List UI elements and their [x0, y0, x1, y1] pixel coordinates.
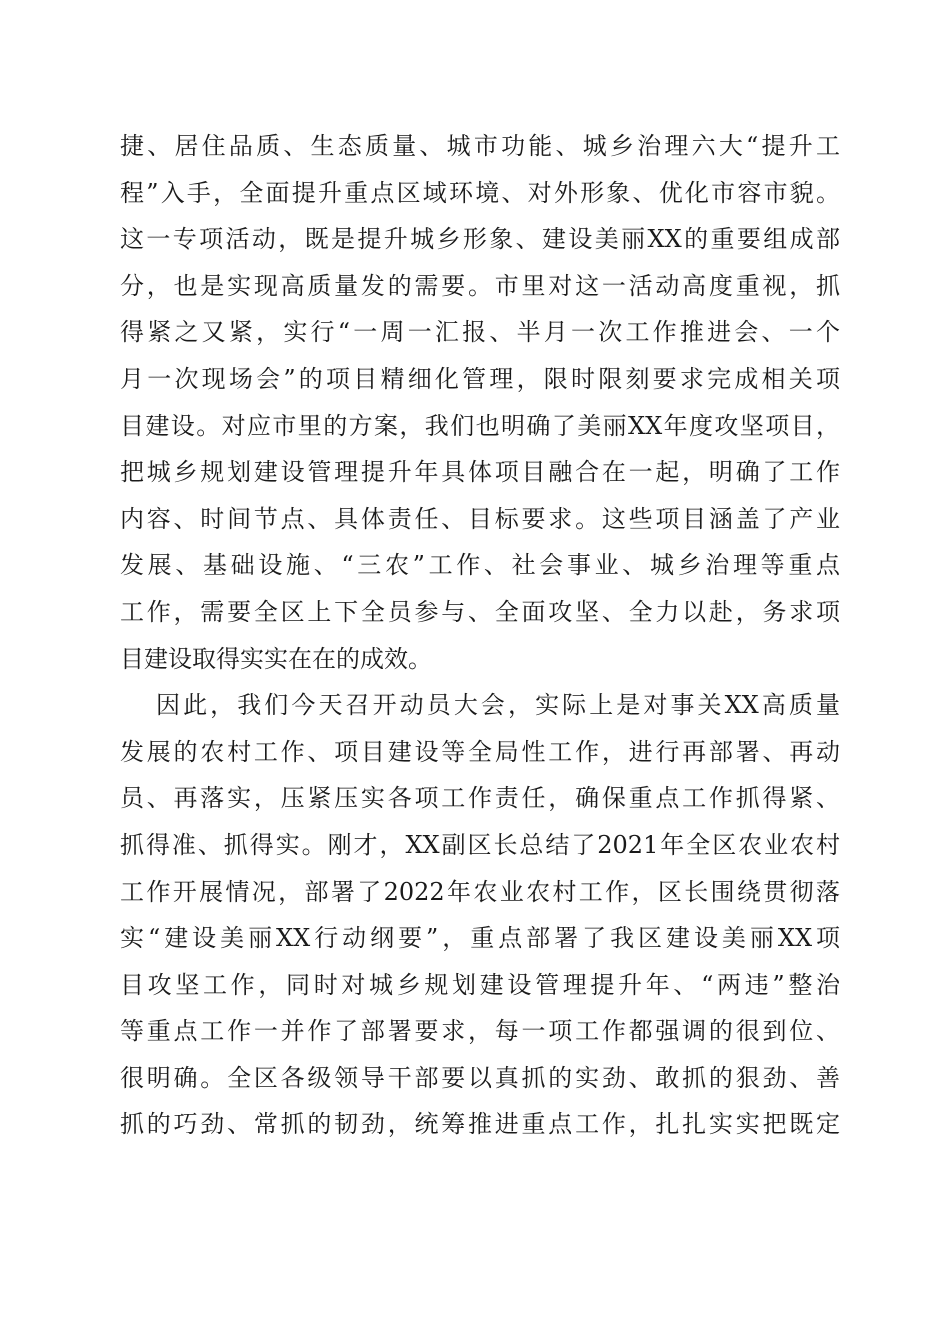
text-line: 捷、居住品质、生态质量、城市功能、城乡治理六大“提升工: [120, 132, 840, 160]
text-line: 得紧之又紧，实行“一周一汇报、半月一次工作推进会、一个: [120, 318, 840, 347]
text-line: 发展的农村工作、项目建设等全局性工作，进行再部署、再动: [120, 737, 840, 766]
text-line: 工作开展情况，部署了2022年农业农村工作，区长围绕贯彻落: [120, 877, 840, 906]
text-line: 因此，我们今天召开动员大会，实际上是对事关XX高质量: [156, 691, 840, 720]
document-body: [120, 123, 840, 1148]
text-line: 发展、基础设施、“三农”工作、社会事业、城乡治理等重点: [120, 551, 840, 580]
text-line: 月一次现场会”的项目精细化管理，限时限刻要求完成相关项: [120, 364, 840, 393]
text-line: 抓得准、抓得实。刚才，XX副区长总结了2021年全区农业农村: [120, 830, 840, 859]
text-line: 分，也是实现高质量发的需要。市里对这一活动高度重视，抓: [120, 271, 840, 300]
text-line: 把城乡规划建设管理提升年具体项目融合在一起，明确了工作: [120, 458, 840, 487]
paragraph-2: [120, 682, 840, 1148]
text-line: 实“建设美丽XX行动纲要”，重点部署了我区建设美丽XX项: [120, 924, 840, 953]
text-line: 员、再落实，压紧压实各项工作责任，确保重点工作抓得紧、: [120, 784, 840, 813]
text-line: 目建设。对应市里的方案，我们也明确了美丽XX年度攻坚项目，: [120, 411, 840, 440]
text-line: 这一专项活动，既是提升城乡形象、建设美丽XX的重要组成部: [120, 225, 840, 254]
text-line: 程”入手，全面提升重点区域环境、对外形象、优化市容市貌。: [120, 178, 840, 207]
paragraph-1: [120, 123, 840, 682]
text-line: 很明确。全区各级领导干部要以真抓的实劲、敢抓的狠劲、善: [120, 1063, 840, 1092]
text-line: 等重点工作一并作了部署要求，每一项工作都强调的很到位、: [120, 1017, 840, 1046]
text-line: 目攻坚工作，同时对城乡规划建设管理提升年、“两违”整治: [120, 970, 840, 999]
text-line: 工作，需要全区上下全员参与、全面攻坚、全力以赴，务求项: [120, 597, 840, 626]
text-line: 内容、时间节点、具体责任、目标要求。这些项目涵盖了产业: [120, 504, 840, 533]
text-line: 抓的巧劲、常抓的韧劲，统筹推进重点工作，扎扎实实把既定: [120, 1110, 840, 1139]
text-line: 目建设取得实实在在的成效。: [120, 644, 432, 673]
